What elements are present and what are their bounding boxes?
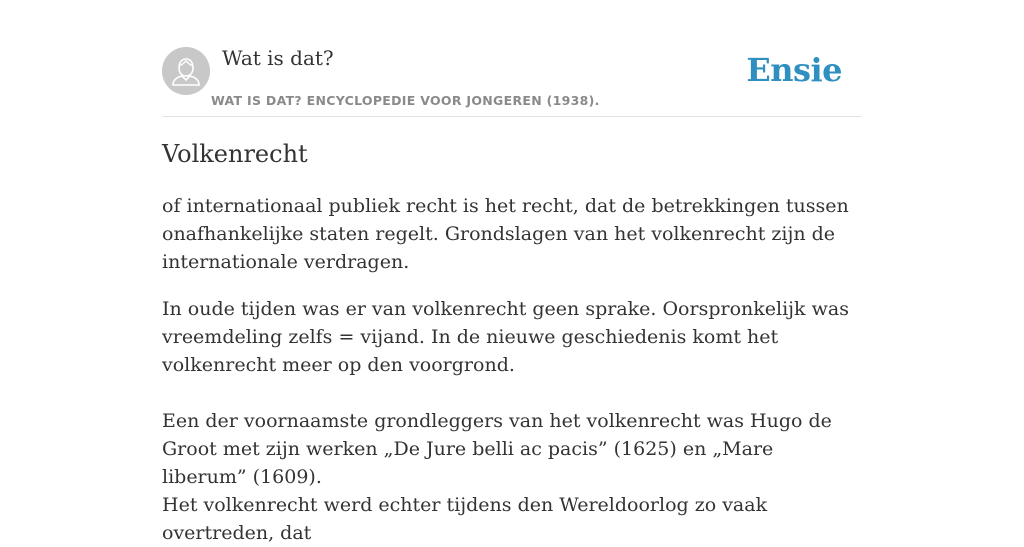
entry-paragraph: In oude tijden was er van volkenrecht geen sprake. Oorspronkelijk was vreemdeling zelfs = vijand. In de nieuwe geschiedenis komt het volkenrecht meer op den voorgrond.	[162, 298, 849, 376]
source-subtitle[interactable]: WAT IS DAT? ENCYCLOPEDIE VOOR JONGEREN (1938).	[211, 93, 600, 108]
source-header	[162, 0, 862, 117]
entry-headword: Volkenrecht	[162, 140, 308, 168]
user-icon[interactable]	[162, 47, 210, 95]
entry-paragraph: of internationaal publiek recht is het recht, dat de betrekkingen tussen onafhankelijke staten regelt. Grondslagen van het volkenrecht zijn de internationale verdragen.	[162, 195, 849, 273]
entry-paragraph: Een der voornaamste grondleggers van het volkenrecht was Hugo de Groot met zijn werken „De Jure belli ac pacis” (1625) en „Mare liberum” (1609).	[162, 410, 832, 488]
page-container	[162, 0, 862, 544]
entry-paragraph: Het volkenrecht werd echter tijdens den Wereldoorlog zo vaak overtreden, dat	[162, 494, 768, 544]
site-logo[interactable]: Ensie	[746, 51, 842, 89]
source-title[interactable]: Wat is dat?	[222, 46, 334, 70]
